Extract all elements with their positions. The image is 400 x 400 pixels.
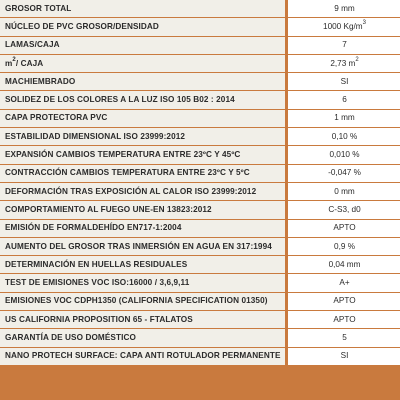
row-value: 1 mm <box>287 109 400 127</box>
table-row <box>0 292 400 310</box>
row-label: GARANTÍA DE USO DOMÉSTICO <box>0 329 287 347</box>
table-row <box>0 329 400 347</box>
table-row <box>0 256 400 274</box>
row-value: 0,04 mm <box>287 256 400 274</box>
row-label: EMISIONES VOC CDPH1350 (CALIFORNIA SPECIFICATION 01350) <box>0 292 287 310</box>
table-row <box>0 219 400 237</box>
row-label: LAMAS/CAJA <box>0 36 287 54</box>
table-row <box>0 182 400 200</box>
row-value: C-S3, d0 <box>287 201 400 219</box>
row-label: TEST DE EMISIONES VOC ISO:16000 / 3,6,9,11 <box>0 274 287 292</box>
row-label: NÚCLEO DE PVC GROSOR/DENSIDAD <box>0 18 287 36</box>
row-value: APTO <box>287 292 400 310</box>
table-row <box>0 128 400 146</box>
row-value: SI <box>287 347 400 365</box>
row-value: -0,047 % <box>287 164 400 182</box>
table-row <box>0 311 400 329</box>
row-label: DETERMINACIÓN EN HUELLAS RESIDUALES <box>0 256 287 274</box>
row-value: APTO <box>287 311 400 329</box>
table-row <box>0 73 400 91</box>
row-label: DEFORMACIÓN TRAS EXPOSICIÓN AL CALOR ISO 23999:2012 <box>0 182 287 200</box>
table-row <box>0 36 400 54</box>
label-text: / CAJA <box>15 58 44 68</box>
row-label: MACHIEMBRADO <box>0 73 287 91</box>
row-value <box>287 54 400 72</box>
row-label: EXPANSIÓN CAMBIOS TEMPERATURA ENTRE 23ºC Y 45ºC <box>0 146 287 164</box>
table-row <box>0 274 400 292</box>
row-value: A+ <box>287 274 400 292</box>
table-row <box>0 347 400 365</box>
row-label: COMPORTAMIENTO AL FUEGO UNE-EN 13823:2012 <box>0 201 287 219</box>
row-value: 0 mm <box>287 182 400 200</box>
row-label: CONTRACCIÓN CAMBIOS TEMPERATURA ENTRE 23ºC Y 5ºC <box>0 164 287 182</box>
row-value <box>287 18 400 36</box>
row-label: AUMENTO DEL GROSOR TRAS INMERSIÓN EN AGUA EN 317:1994 <box>0 237 287 255</box>
table-row <box>0 237 400 255</box>
row-value: 7 <box>287 36 400 54</box>
row-label: SOLIDEZ DE LOS COLORES A LA LUZ ISO 105 B02 : 2014 <box>0 91 287 109</box>
row-value: APTO <box>287 219 400 237</box>
row-value: 0,10 % <box>287 128 400 146</box>
row-label: NANO PROTECH SURFACE: CAPA ANTI ROTULADOR PERMANENTE <box>0 347 287 365</box>
table-row <box>0 18 400 36</box>
value-text: 2,73 m <box>330 58 356 68</box>
label-superscript: 2 <box>12 56 16 63</box>
value-superscript: 2 <box>355 56 359 63</box>
row-value: 5 <box>287 329 400 347</box>
row-value: 9 mm <box>287 0 400 18</box>
row-label: US CALIFORNIA PROPOSITION 65 - FTALATOS <box>0 311 287 329</box>
label-prefix: m <box>5 58 13 68</box>
table-row <box>0 146 400 164</box>
table-row <box>0 201 400 219</box>
value-superscript: 3 <box>362 20 366 27</box>
row-label <box>0 54 287 72</box>
table-row <box>0 0 400 18</box>
row-value: 0,010 % <box>287 146 400 164</box>
row-value: 6 <box>287 91 400 109</box>
row-label: ESTABILIDAD DIMENSIONAL ISO 23999:2012 <box>0 128 287 146</box>
table-row <box>0 91 400 109</box>
row-value: SI <box>287 73 400 91</box>
row-label: GROSOR TOTAL <box>0 0 287 18</box>
row-value: 0,9 % <box>287 237 400 255</box>
row-label: EMISIÓN DE FORMALDEHÍDO EN717-1:2004 <box>0 219 287 237</box>
row-label: CAPA PROTECTORA PVC <box>0 109 287 127</box>
table-row <box>0 54 400 72</box>
value-text: 1000 Kg/m <box>323 21 363 31</box>
table-row <box>0 164 400 182</box>
table-row <box>0 109 400 127</box>
